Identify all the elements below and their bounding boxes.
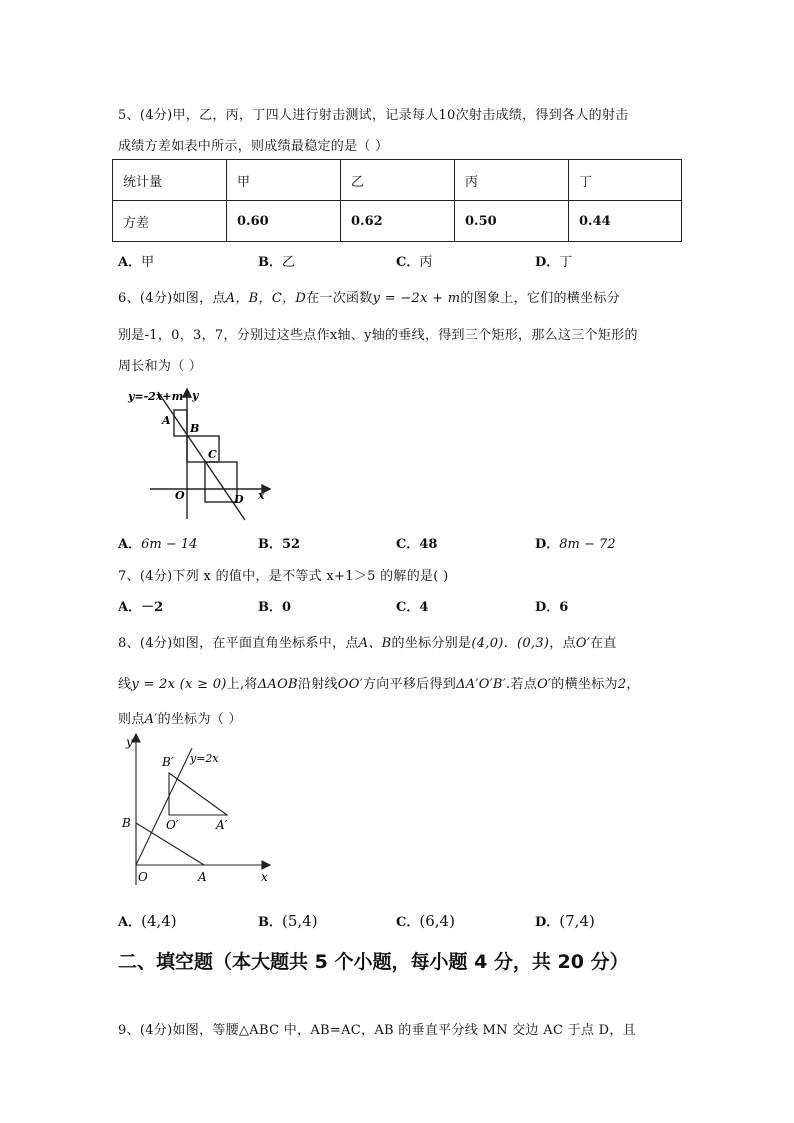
- q7-option-d[interactable]: [535, 596, 568, 615]
- table-cell: 0.60: [227, 201, 341, 242]
- q5-option-d[interactable]: [535, 251, 572, 270]
- option-label: B．: [258, 600, 282, 615]
- point-b-prime-label: B′: [162, 755, 174, 769]
- option-text: 8m − 72: [559, 537, 616, 552]
- q7-option-b[interactable]: [258, 596, 291, 615]
- q6-option-b[interactable]: [258, 533, 300, 552]
- option-label: D．: [535, 915, 560, 930]
- x-axis-label: x: [261, 870, 268, 884]
- origin-label: O: [138, 870, 148, 884]
- option-label: A．: [118, 255, 142, 270]
- table-row: [113, 201, 682, 242]
- q7-option-c[interactable]: [396, 596, 428, 615]
- option-text: 0: [282, 600, 292, 615]
- option-label: D．: [535, 255, 560, 270]
- q9-line1: 9、(4分)如图，等腰△ABC 中，AB=AC，AB 的垂直平分线 MN 交边 AC 于点 D，且: [118, 1023, 636, 1038]
- option-text: 丙: [419, 255, 433, 270]
- point-b-label: B: [190, 422, 200, 435]
- table-header-cell: 丙: [455, 160, 569, 201]
- option-label: D．: [535, 537, 560, 552]
- q7-option-a[interactable]: [118, 596, 163, 615]
- point-b-label: B: [122, 816, 131, 830]
- option-label: B．: [258, 915, 282, 930]
- table-header-cell: 统计量: [113, 160, 227, 201]
- option-text: －2: [141, 600, 164, 615]
- point-o-prime-label: O′: [166, 818, 179, 832]
- triangle-aprime-oprime-bprime: [169, 773, 227, 815]
- table-header-cell: 甲: [227, 160, 341, 201]
- q6-figure: [120, 384, 280, 524]
- x-axis-label: x: [258, 489, 265, 502]
- option-text: 4: [419, 600, 429, 615]
- point-a-label: A: [198, 870, 207, 884]
- q8-option-b[interactable]: [258, 911, 318, 930]
- table-row-label: 方差: [113, 201, 227, 242]
- option-text: 48: [419, 537, 438, 552]
- y-axis-arrow-icon: [183, 389, 191, 397]
- table-header-cell: 乙: [341, 160, 455, 201]
- option-label: C．: [396, 600, 420, 615]
- option-text: 6m − 14: [141, 537, 198, 552]
- q8-option-c[interactable]: [396, 911, 455, 930]
- q5-line2: 成绩方差如表中所示，则成绩最稳定的是（ ）: [118, 139, 389, 154]
- q6-option-c[interactable]: [396, 533, 437, 552]
- option-text: 乙: [282, 255, 296, 270]
- option-label: C．: [396, 915, 420, 930]
- point-d-label: D: [234, 493, 244, 506]
- option-label: B．: [258, 537, 282, 552]
- option-label: A．: [118, 537, 142, 552]
- option-label: C．: [396, 537, 420, 552]
- origin-label: O: [175, 489, 185, 502]
- point-a-label: A: [162, 414, 171, 427]
- q8-option-d[interactable]: [535, 911, 595, 930]
- table-cell: 0.44: [569, 201, 682, 242]
- q8-line3: 则点A′的坐标为（ ）: [118, 712, 242, 727]
- q6-option-d[interactable]: [535, 533, 616, 552]
- option-label: C．: [396, 255, 420, 270]
- y-axis-label: y: [192, 389, 199, 402]
- option-text: 6: [559, 600, 569, 615]
- section-title: 二、填空题（本大题共 5 个小题，每小题 4 分，共 20 分）: [118, 951, 629, 973]
- q5-option-c[interactable]: [396, 251, 432, 270]
- option-label: B．: [258, 255, 282, 270]
- option-text: 丁: [559, 255, 573, 270]
- point-a-prime-label: A′: [216, 818, 228, 832]
- q6-line1: 6、(4分)如图，点A，B，C，D在一次函数y = −2x + m的图象上，它们的横坐标分: [118, 291, 621, 306]
- function-label: y=-2x+m: [128, 390, 184, 403]
- q6-option-a[interactable]: [118, 533, 197, 552]
- q8-option-a[interactable]: [118, 911, 177, 930]
- option-text: (5,4): [282, 912, 318, 930]
- option-text: 52: [282, 537, 301, 552]
- function-line: [158, 392, 245, 520]
- table-header-cell: 丁: [569, 160, 682, 201]
- q6-line3: 周长和为（ ）: [118, 359, 203, 374]
- option-label: A．: [118, 600, 142, 615]
- table-cell: 0.62: [341, 201, 455, 242]
- option-text: (4,4): [141, 912, 177, 930]
- option-label: D．: [535, 600, 560, 615]
- point-c-label: C: [208, 448, 217, 461]
- y-axis-arrow-icon: [132, 734, 140, 742]
- line-label: y=2x: [190, 752, 219, 765]
- q5-option-a[interactable]: [118, 251, 154, 270]
- q8-line1: 8、(4分)如图，在平面直角坐标系中，点A、B的坐标分别是(4,0)．(0,3)，点O′在直: [118, 636, 617, 651]
- y-axis-label: y: [126, 735, 133, 749]
- q6-line2: 别是-1，0，3，7，分别过这些点作x轴、y轴的垂线，得到三个矩形，那么这三个矩形的: [118, 328, 638, 343]
- table-cell: 0.50: [455, 201, 569, 242]
- option-label: A．: [118, 915, 142, 930]
- q8-line2: 线y = 2x (x ≥ 0)上,将ΔAOB沿射线OO′方向平移后得到ΔA′O′B′.若点O′的横坐标为2，: [118, 677, 640, 692]
- q5-option-b[interactable]: [258, 251, 295, 270]
- option-text: (7,4): [559, 912, 595, 930]
- q5-variance-table: [112, 159, 682, 242]
- option-text: 甲: [141, 255, 155, 270]
- x-axis-arrow-icon: [262, 861, 270, 869]
- q8-figure: [116, 730, 276, 890]
- option-text: (6,4): [419, 912, 455, 930]
- table-row: [113, 160, 682, 201]
- q7-line1: 7、(4分)下列 x 的值中，是不等式 x+1＞5 的解的是( ): [118, 569, 449, 584]
- q5-line1: 5、(4分)甲，乙，丙，丁四人进行射击测试，记录每人10次射击成绩，得到各人的射击: [118, 108, 629, 123]
